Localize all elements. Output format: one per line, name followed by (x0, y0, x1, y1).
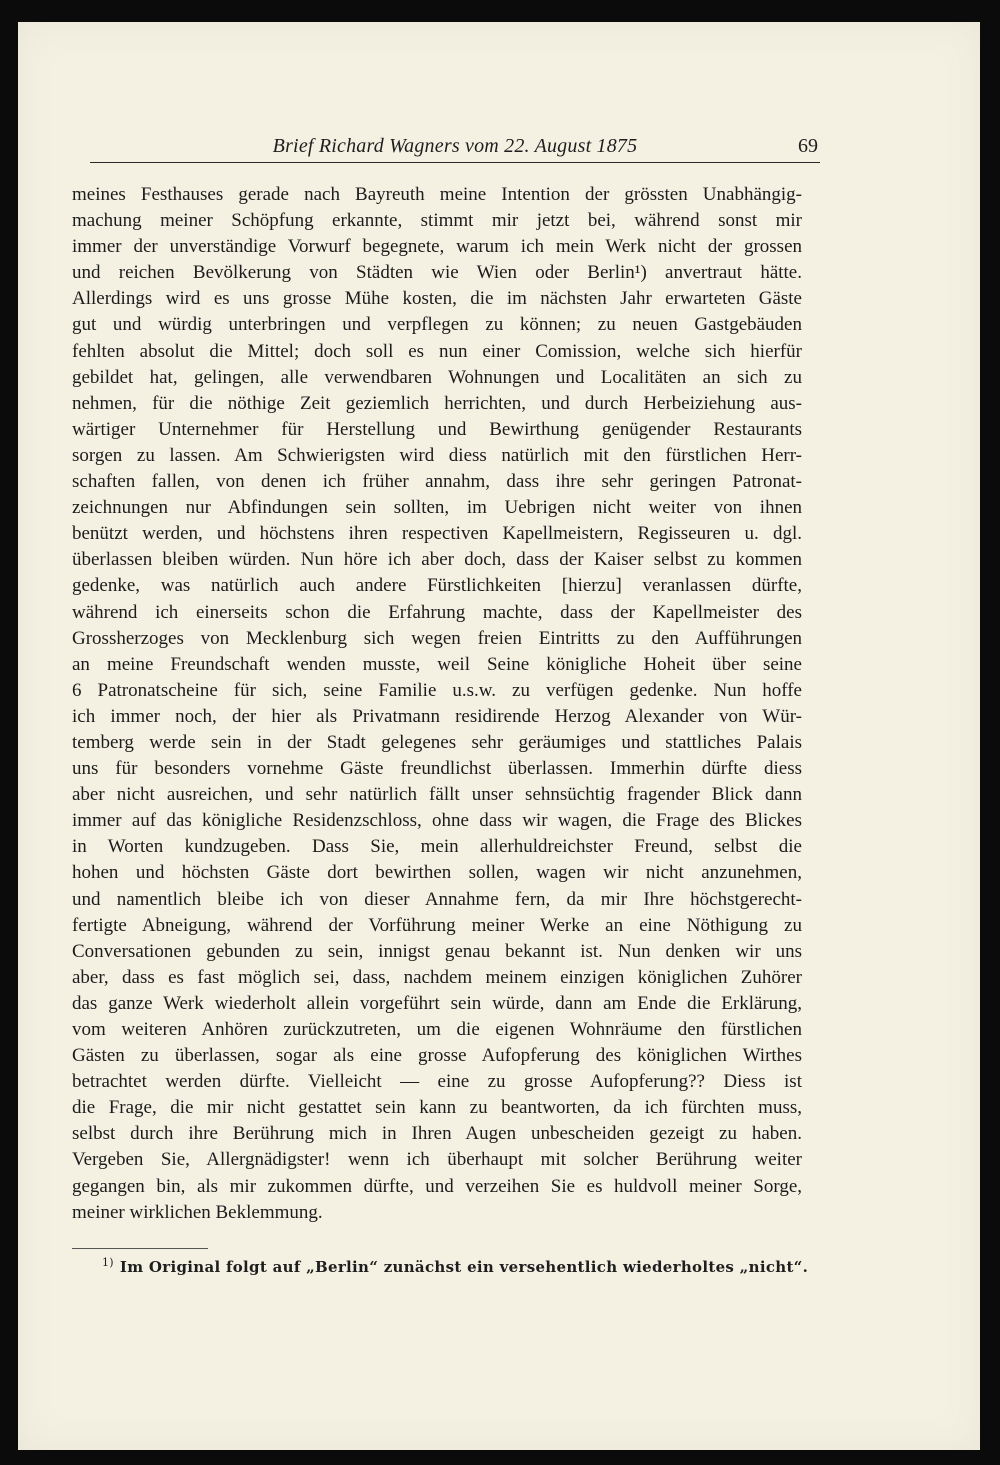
text-line: uns für besonders vornehme Gäste freundlichst überlassen. Immerhin dürfte diess (72, 758, 802, 780)
text-line: ich immer noch, der hier als Privatmann residirende Herzog Alexander von Wür- (72, 705, 802, 727)
text-line: Allerdings wird es uns grosse Mühe kosten, die im nächsten Jahr erwarteten Gäste (72, 288, 802, 310)
text-line: an meine Freundschaft wenden musste, weil Seine königliche Hoheit über seine (72, 653, 802, 675)
text-line: sorgen zu lassen. Am Schwierigsten wird diess natürlich mit den fürstlichen Herr- (72, 444, 802, 466)
text-line: aber nicht ausreichen, und sehr natürlich fällt unser sehnsüchtig fragender Blick dann (72, 784, 802, 806)
text-line: Vergeben Sie, Allergnädigster! wenn ich überhaupt mit solcher Berührung weiter (72, 1149, 802, 1171)
text-line: und reichen Bevölkerung von Städten wie Wien oder Berlin¹) anvertraut hätte. (72, 262, 802, 284)
footnote (102, 1252, 809, 1278)
text-line: während ich einerseits schon die Erfahrung machte, dass der Kapellmeister des (72, 601, 802, 623)
text-line: überlassen bleiben würden. Nun höre ich aber doch, dass der Kaiser selbst zu kommen (72, 549, 802, 571)
text-line: in Worten kundzugeben. Dass Sie, mein allerhuldreichster Freund, selbst die (72, 836, 802, 858)
text-line: fehlten absolut die Mittel; doch soll es nun einer Comission, welche sich hierfür (72, 340, 802, 362)
text-line: und namentlich bleibe ich von dieser Annahme fern, da mir Ihre höchstgerecht- (72, 888, 802, 910)
text-line: aber, dass es fast möglich sei, dass, nachdem meinem einzigen königlichen Zuhörer (72, 966, 802, 988)
text-line: gegangen bin, als mir zukommen dürfte, und verzeihen Sie es huldvoll meiner Sorge, (72, 1175, 802, 1197)
text-line: temberg werde sein in der Stadt gelegenes sehr geräumiges und stattliches Palais (72, 731, 802, 753)
text-line: gedenke, was natürlich auch andere Fürstlichkeiten [hierzu] veranlassen dürfte, (72, 575, 802, 597)
text-line: wärtiger Unternehmer für Herstellung und Bewirthung genügender Restaurants (72, 418, 802, 440)
text-line: machung meiner Schöpfung erkannte, stimmt mir jetzt bei, während sonst mir (72, 210, 802, 232)
text-line: schaften fallen, von denen ich früher annahm, dass ihre sehr geringen Patronat- (72, 471, 802, 493)
text-line: nehmen, für die nöthige Zeit geziemlich herrichten, und durch Herbeiziehung aus- (72, 392, 802, 414)
text-line: immer der unverständige Vorwurf begegnete, warum ich mein Werk nicht der grossen (72, 236, 802, 258)
text-line: fertigte Abneigung, während der Vorführung meiner Werke an eine Nöthigung zu (72, 914, 802, 936)
text-line: das ganze Werk wiederholt allein vorgeführt sein würde, dann am Ende die Erklärung, (72, 992, 802, 1014)
text-line: immer auf das königliche Residenzschloss, ohne dass wir wagen, die Frage des Blickes (72, 810, 802, 832)
text-line: hohen und höchsten Gäste dort bewirthen sollen, wagen wir nicht anzunehmen, (72, 862, 802, 884)
text-line: meiner wirklichen Beklemmung. (72, 1201, 323, 1223)
page-number: 69 (798, 135, 818, 157)
text-line: gut und würdig unterbringen und verpflegen zu können; zu neuen Gastgebäuden (72, 314, 802, 336)
text-line: Gästen zu überlassen, sogar als eine grosse Aufopferung des königlichen Wirthes (72, 1045, 802, 1067)
text-line: vom weiteren Anhören zurückzutreten, um die eigenen Wohnräume den fürstlichen (72, 1019, 802, 1040)
footnote-text: Im Original folgt auf „Berlin“ zunächst ein versehentlich wiederholtes „nicht“. (119, 1258, 809, 1276)
text-line: betrachtet werden dürfte. Vielleicht — eine zu grosse Aufopferung?? Diess ist (72, 1071, 802, 1093)
text-line: zeichnungen nur Abfindungen sein sollten, im Uebrigen nicht weiter von ihnen (72, 497, 802, 519)
text-line: Conversationen gebunden zu sein, innigst genau bekannt ist. Nun denken wir uns (72, 940, 802, 962)
body-text (72, 182, 802, 1226)
text-line: die Frage, die mir nicht gestattet sein kann zu beantworten, da ich fürchten muss, (72, 1097, 802, 1119)
page-header (90, 132, 820, 163)
text-line: 6 Patronatscheine für sich, seine Familie u.s.w. zu verfügen gedenke. Nun hoffe (72, 679, 802, 701)
text-line: meines Festhauses gerade nach Bayreuth meine Intention der grössten Unabhängig- (72, 184, 802, 205)
text-line: Grossherzoges von Mecklenburg sich wegen freien Eintritts zu den Aufführungen (72, 627, 802, 649)
text-line: selbst durch ihre Berührung mich in Ihren Augen unbescheiden gezeigt zu haben. (72, 1123, 802, 1145)
text-line: benützt werden, und höchstens ihren respectiven Kapellmeistern, Regisseuren u. dgl. (72, 523, 802, 545)
running-title: Brief Richard Wagners vom 22. August 1875 (272, 135, 638, 157)
footnote-marker: 1) (102, 1256, 114, 1269)
text-line: gebildet hat, gelingen, alle verwendbaren Wohnungen und Localitäten an sich zu (72, 366, 802, 388)
footnote-rule (72, 1248, 208, 1249)
